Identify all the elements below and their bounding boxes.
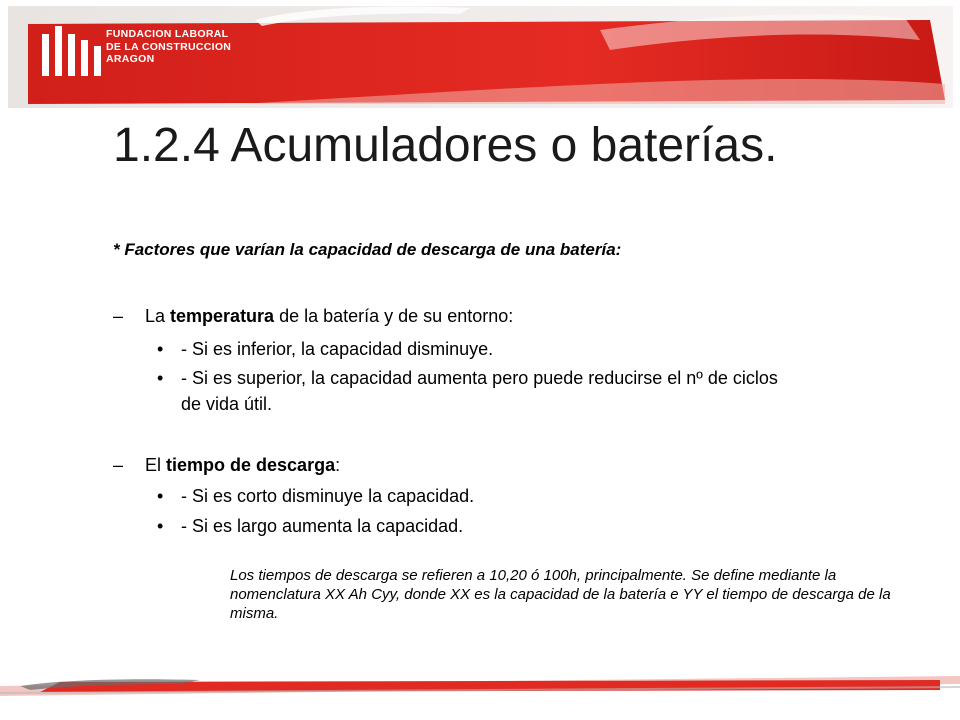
- section-dash-2: –: [113, 455, 124, 475]
- section-suffix: de la batería y de su entorno:: [274, 306, 514, 326]
- section-prefix: La: [145, 306, 171, 326]
- bullet-dot: •: [157, 486, 164, 506]
- bullet-item: - Si es corto disminuye la capacidad.: [181, 486, 475, 506]
- foundation-logo-text: [106, 28, 231, 66]
- logo-line-3: ARAGON: [106, 53, 155, 65]
- bullet-item-continuation: de vida útil.: [181, 394, 273, 414]
- logo-line-1: FUNDACION LABORAL: [106, 28, 229, 40]
- logo-line-2: DE LA CONSTRUCCION: [106, 40, 232, 53]
- section-suffix: :: [335, 455, 341, 475]
- section-bold-term: tiempo de descarga: [166, 455, 336, 475]
- slide-title: 1.2.4 Acumuladores o baterías.: [113, 119, 778, 172]
- discharge-time-note: Los tiempos de descarga se refieren a 10,20 ó 100h, principalmente. Se define mediante la nomenclatura XX Ah Cyy, donde XX es la capacidad de la batería e YY el tiempo de descarga de la misma.: [230, 567, 891, 622]
- footer-band: [0, 672, 960, 720]
- factors-heading: * Factores que varían la capacidad de descarga de una batería:: [113, 240, 622, 259]
- bullet-item: - Si es largo aumenta la capacidad.: [181, 516, 464, 536]
- section-heading-discharge-time: [145, 455, 340, 476]
- section-prefix: El: [145, 455, 167, 475]
- bullet-dot: •: [157, 339, 164, 359]
- bullet-dot: •: [157, 516, 164, 536]
- section-dash-1: –: [113, 306, 124, 326]
- section-bold-term: temperatura: [170, 306, 275, 326]
- bullet-item: - Si es superior, la capacidad aumenta pero puede reducirse el nº de ciclos: [181, 368, 778, 388]
- bullet-item: - Si es inferior, la capacidad disminuye.: [181, 339, 494, 359]
- bullet-dot: •: [157, 368, 164, 388]
- section-heading-temperature: [145, 306, 513, 327]
